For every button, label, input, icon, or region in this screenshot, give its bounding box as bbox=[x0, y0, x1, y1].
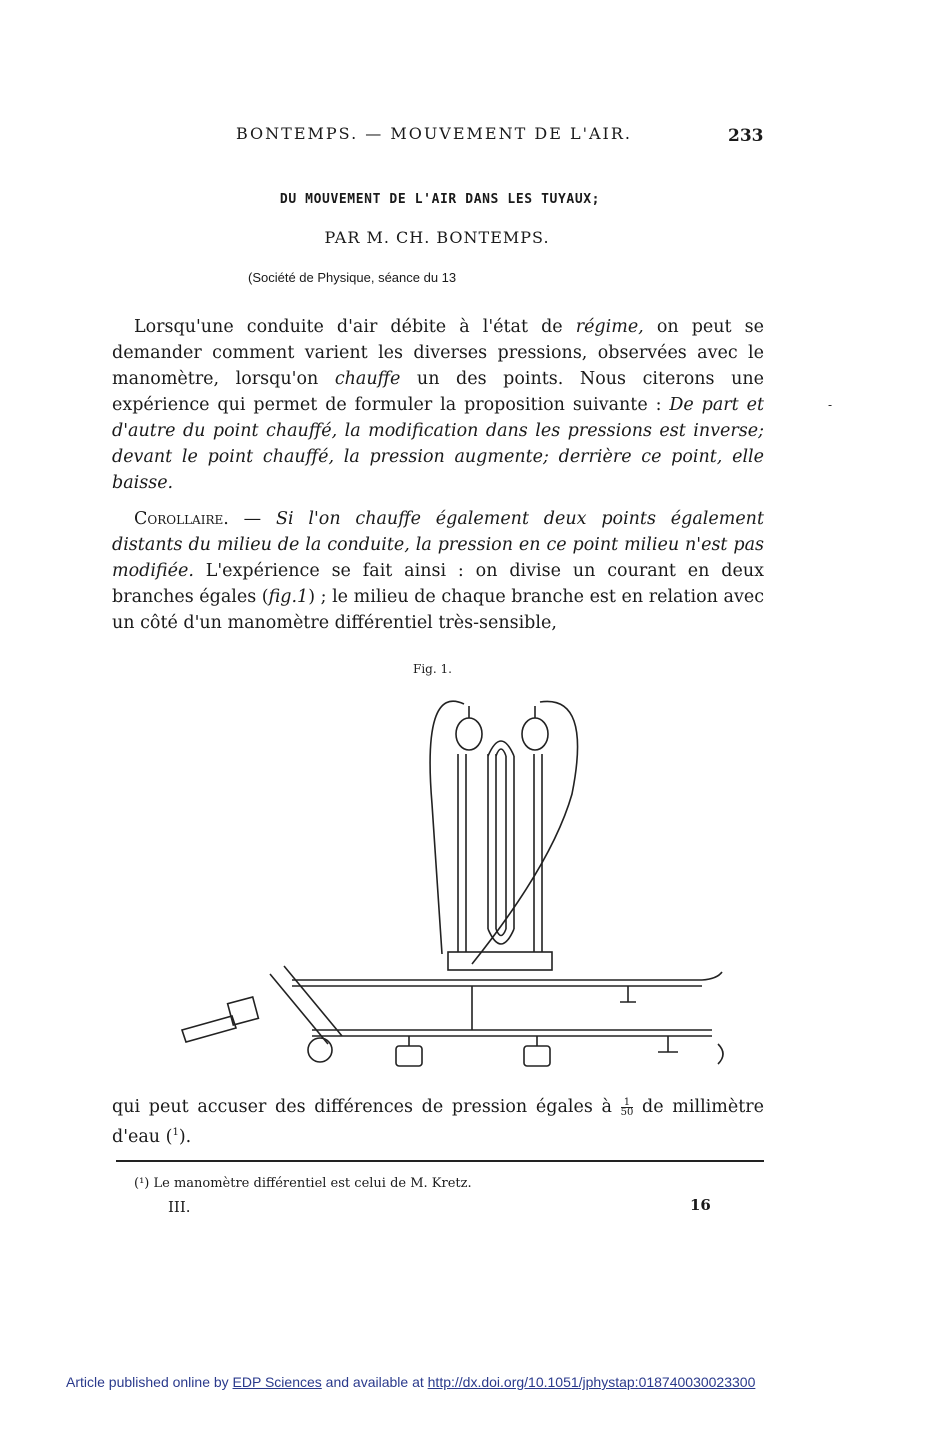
paragraph-1: Lorsqu'une conduite d'air débite à l'état de régime, on peut se demander comment varient les diverses pressions, observées avec le manomètre, lorsqu'on chauffe un des points. Nous citerons une expérience qui permet de formuler la proposition suivante : De part et d'autre du point chauffé, la modification dans les pressions est inverse; devant le point chauffé, la pression augmente; derrière ce point, elle baisse. bbox=[112, 317, 764, 493]
figure-label: Fig. 1. bbox=[413, 662, 452, 676]
paragraph-2: Corollaire. — Si l'on chauffe également deux points également distants du milieu de la conduite, la pression en ce point milieu n'est pas modifiée. L'expérience se fait ainsi : on divise un courant en deux branches égales (fig.1) ; le milieu de chaque branche est en relation avec un côté d'un manomètre différentiel très-sensible, bbox=[112, 509, 764, 633]
article-title: DU MOUVEMENT DE L'AIR DANS LES TUYAUX; bbox=[279, 192, 601, 207]
margin-mark: - bbox=[828, 398, 833, 412]
publisher-link[interactable]: EDP Sciences bbox=[232, 1374, 322, 1390]
page-number: 233 bbox=[728, 126, 764, 146]
society-note: (Société de Physique, séance du 13 bbox=[248, 270, 457, 285]
signature-volume: III. bbox=[168, 1198, 191, 1216]
manometer-figure bbox=[152, 684, 752, 1084]
running-title: BONTEMPS. — MOUVEMENT DE L'AIR. bbox=[236, 124, 632, 143]
fraction: $\frac{1}{50}$ bbox=[620, 1097, 634, 1118]
signature-sheet: 16 bbox=[690, 1196, 711, 1214]
byline: PAR M. CH. BONTEMPS. bbox=[324, 228, 550, 247]
paragraph-3: qui peut accuser des différences de pression égales à $\frac{1}{50}$ de millimètre d'eau ($^1$). bbox=[112, 1097, 764, 1147]
publication-footer: Article published online by EDP Sciences and available at http://dx.doi.org/10.1051/jphystap:018740030023300 bbox=[66, 1374, 756, 1390]
footnote: (¹) Le manomètre différentiel est celui de M. Kretz. bbox=[134, 1176, 472, 1191]
doi-link[interactable]: http://dx.doi.org/10.1051/jphystap:018740030023300 bbox=[427, 1374, 756, 1390]
footnote-rule bbox=[116, 1160, 764, 1162]
